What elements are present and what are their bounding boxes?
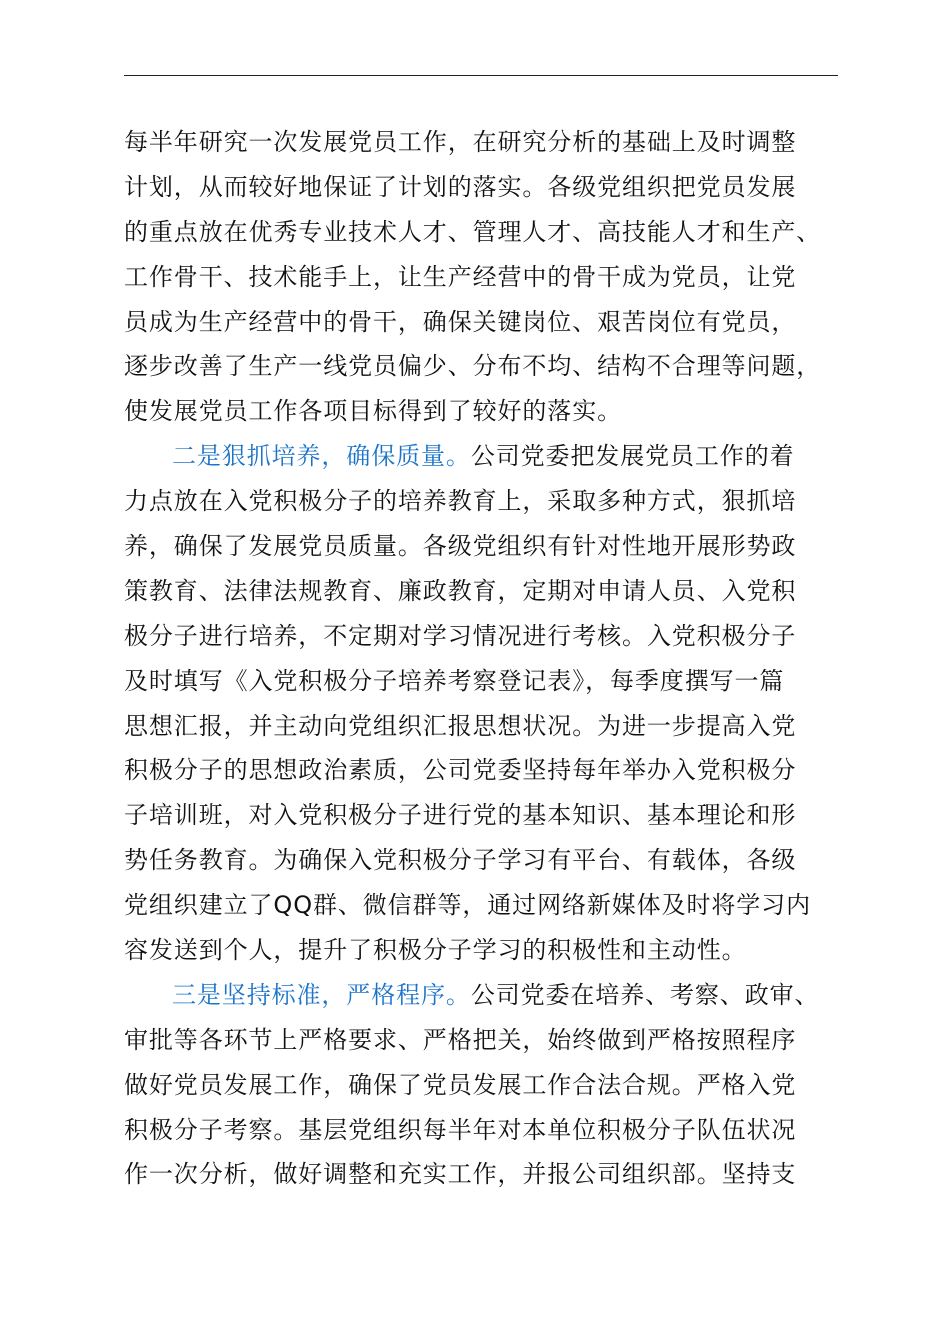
text-line: 使发展党员工作各项目标得到了较好的落实。: [124, 397, 622, 426]
text-line: 积极分子的思想政治素质，公司党委坚持每年举办入党积极分: [124, 756, 797, 785]
text-line: 工作骨干、技术能手上，让生产经营中的骨干成为党员，让党: [124, 262, 797, 291]
text-line: 计划，从而较好地保证了计划的落实。各级党组织把党员发展: [124, 172, 797, 201]
text-run: 公司党委把发展党员工作的着: [470, 442, 795, 471]
text-line: 积极分子考察。基层党组织每半年对本单位积极分子队伍状况: [124, 1115, 797, 1144]
text-line: 极分子进行培养，不定期对学习情况进行考核。入党积极分子: [124, 621, 797, 650]
text-line: 做好党员发展工作，确保了党员发展工作合法合规。严格入党: [124, 1070, 797, 1099]
paragraph-first-line: [124, 973, 859, 1018]
text-line: 每半年研究一次发展党员工作，在研究分析的基础上及时调整: [124, 128, 797, 156]
text-line: 策教育、法律法规教育、廉政教育，定期对申请人员、入党积: [124, 576, 797, 605]
text-line: 党组织建立了QQ群、微信群等，通过网络新媒体及时将学习内: [124, 891, 811, 920]
paragraph-first-line: [124, 434, 859, 479]
text-line: 逐步改善了生产一线党员偏少、分布不均、结构不合理等问题，: [124, 352, 822, 381]
text-line: 员成为生产经营中的骨干，确保关键岗位、艰苦岗位有党员，: [124, 307, 797, 336]
text-line: 审批等各环节上严格要求、严格把关，始终做到严格按照程序: [124, 1025, 797, 1054]
header-rule: [124, 75, 838, 76]
text-line: 力点放在入党积极分子的培养教育上，采取多种方式，狠抓培: [124, 487, 797, 516]
text-line: 养，确保了发展党员质量。各级党组织有针对性地开展形势政: [124, 532, 797, 561]
text-line: 势任务教育。为确保入党积极分子学习有平台、有载体，各级: [124, 846, 797, 875]
text-line: 及时填写《入党积极分子培养考察登记表》，每季度撰写一篇: [124, 666, 785, 695]
text-line: 作一次分析，做好调整和充实工作，并报公司组织部。坚持支: [124, 1160, 797, 1189]
body-text: [124, 120, 859, 1197]
text-line: 子培训班，对入党积极分子进行党的基本知识、基本理论和形: [124, 801, 797, 830]
text-run: 公司党委在培养、考察、政审、: [470, 980, 820, 1009]
text-line: 思想汇报，并主动向党组织汇报思想状况。为进一步提高入党: [124, 711, 797, 740]
text-line: 容发送到个人，提升了积极分子学习的积极性和主动性。: [124, 936, 747, 965]
section-lead: 三是坚持标准，严格程序。: [172, 980, 471, 1009]
section-lead: 二是狠抓培养，确保质量。: [172, 442, 471, 471]
text-line: 的重点放在优秀专业技术人才、管理人才、高技能人才和生产、: [124, 217, 822, 246]
